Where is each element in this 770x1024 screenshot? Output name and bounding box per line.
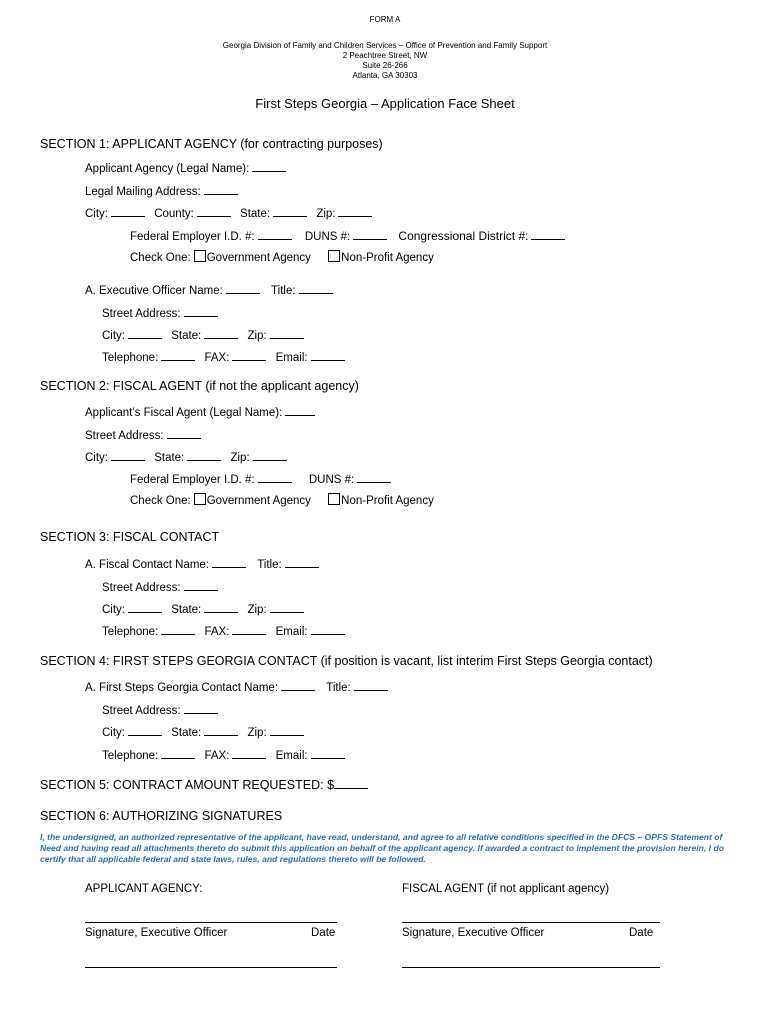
applicant-agency-label: APPLICANT AGENCY:: [85, 883, 203, 895]
agency-city: Atlanta, GA 30303: [352, 71, 418, 80]
fiscal-contact-title-label: Title:: [257, 559, 282, 571]
fiscal-agent-type-row: [130, 493, 434, 507]
exec-email-label: Email:: [275, 352, 308, 364]
city-field[interactable]: [111, 205, 145, 217]
fsg-contact-street-label: Street Address:: [102, 705, 181, 717]
city-county-row: [85, 205, 372, 220]
fein-field[interactable]: [258, 228, 292, 240]
fiscal-government-checkbox[interactable]: [194, 493, 206, 505]
nonprofit-label: Non-Profit Agency: [341, 252, 434, 264]
exec-email-field[interactable]: [311, 349, 345, 361]
fsg-contact-street-row: [102, 702, 218, 717]
fiscal-contact-city-label: City:: [102, 604, 125, 616]
fiscal-contact-email-field[interactable]: [311, 623, 345, 635]
mailing-address-label: Legal Mailing Address:: [85, 186, 201, 198]
fsg-contact-phone-row: [102, 747, 345, 762]
fsg-contact-street-field[interactable]: [184, 702, 218, 714]
state-label: State:: [240, 208, 271, 220]
applicant-signature-line[interactable]: [85, 922, 337, 923]
fiscal-contact-state-field[interactable]: [204, 601, 238, 613]
exec-state-label: State:: [171, 330, 202, 342]
fiscal-contact-phone-label: Telephone:: [102, 626, 159, 638]
county-field[interactable]: [197, 205, 231, 217]
fiscal-agent-city-field[interactable]: [111, 449, 145, 461]
exec-phone-field[interactable]: [161, 349, 195, 361]
exec-street-label: Street Address:: [102, 308, 181, 320]
fiscal-agent-duns-label: DUNS #:: [308, 474, 355, 486]
section4-heading: SECTION 4: FIRST STEPS GEORGIA CONTACT (if position is vacant, list interim First Steps Georgia contact): [40, 654, 653, 668]
duns-label: DUNS #:: [304, 231, 351, 243]
section5-row: [40, 777, 368, 792]
fiscal-agent-fein-label: Federal Employer I.D. #:: [130, 474, 255, 486]
fsg-contact-phone-field[interactable]: [161, 747, 195, 759]
fein-label: Federal Employer I.D. #:: [130, 231, 255, 243]
fsg-contact-fax-label: FAX:: [204, 750, 230, 762]
fiscal-signature-line[interactable]: [402, 922, 660, 923]
fiscal-contact-title-field[interactable]: [285, 556, 319, 568]
fiscal-check-one-label: Check One:: [130, 495, 191, 507]
nonprofit-checkbox[interactable]: [328, 250, 340, 262]
fsg-contact-fax-field[interactable]: [232, 747, 266, 759]
fsg-contact-title-field[interactable]: [354, 679, 388, 691]
fiscal-contact-street-field[interactable]: [184, 579, 218, 591]
fiscal-agent-name-row: [85, 404, 315, 419]
fein-row: [130, 228, 565, 243]
section2-heading: SECTION 2: FISCAL AGENT (if not the applicant agency): [40, 379, 359, 393]
mailing-address-row: [85, 183, 238, 198]
mailing-address-field[interactable]: [204, 183, 238, 195]
district-label: Congressional District #:: [398, 229, 529, 243]
contract-amount-field[interactable]: [334, 777, 368, 789]
fiscal-agent-zip-field[interactable]: [253, 449, 287, 461]
section1-heading: SECTION 1: APPLICANT AGENCY (for contracting purposes): [40, 137, 383, 151]
state-field[interactable]: [273, 205, 307, 217]
fsg-contact-name-label: A. First Steps Georgia Contact Name:: [85, 682, 279, 694]
fiscal-contact-state-label: State:: [171, 604, 202, 616]
fiscal-contact-email-label: Email:: [275, 626, 308, 638]
applicant-legal-name-label: Applicant Agency (Legal Name):: [85, 163, 250, 175]
fiscal-contact-zip-field[interactable]: [270, 601, 304, 613]
check-one-label: Check One:: [130, 252, 191, 264]
section5-heading: SECTION 5: CONTRACT AMOUNT REQUESTED: $: [40, 778, 335, 792]
fsg-contact-state-field[interactable]: [204, 724, 238, 736]
zip-label: Zip:: [316, 208, 336, 220]
fsg-contact-email-field[interactable]: [311, 747, 345, 759]
fiscal-second-line[interactable]: [402, 967, 660, 968]
applicant-date-caption: Date: [311, 927, 336, 939]
fiscal-contact-phone-row: [102, 623, 345, 638]
exec-officer-field[interactable]: [226, 282, 260, 294]
page-title: First Steps Georgia – Application Face Sheet: [255, 96, 515, 111]
fsg-contact-zip-label: Zip:: [247, 727, 267, 739]
fiscal-agent-zip-label: Zip:: [230, 452, 250, 464]
fiscal-agent-street-row: [85, 427, 201, 442]
exec-zip-label: Zip:: [247, 330, 267, 342]
exec-city-label: City:: [102, 330, 125, 342]
agency-name: Georgia Division of Family and Children Services – Office of Prevention and Family Support: [222, 41, 548, 50]
fsg-contact-zip-field[interactable]: [270, 724, 304, 736]
exec-street-row: [102, 305, 218, 320]
fsg-contact-state-label: State:: [171, 727, 202, 739]
fiscal-government-label: Government Agency: [206, 495, 311, 507]
fsg-contact-phone-label: Telephone:: [102, 750, 159, 762]
agency-street: 2 Peachtree Street, NW: [342, 51, 428, 60]
fiscal-contact-name-label: A. Fiscal Contact Name:: [85, 559, 209, 571]
applicant-signature-caption: Signature, Executive Officer: [85, 927, 228, 939]
fiscal-contact-zip-label: Zip:: [247, 604, 267, 616]
exec-city-field[interactable]: [128, 327, 162, 339]
government-checkbox[interactable]: [194, 250, 206, 262]
fiscal-agent-fein-row: [130, 471, 391, 486]
exec-fax-label: FAX:: [204, 352, 230, 364]
fsg-contact-title-label: Title:: [326, 682, 351, 694]
exec-zip-field[interactable]: [270, 327, 304, 339]
fiscal-contact-phone-field[interactable]: [161, 623, 195, 635]
fsg-contact-name-row: [85, 679, 388, 694]
section6-heading: SECTION 6: AUTHORIZING SIGNATURES: [40, 809, 283, 823]
fiscal-agent-state-field[interactable]: [187, 449, 221, 461]
fsg-contact-email-label: Email:: [275, 750, 308, 762]
fiscal-agent-duns-field[interactable]: [357, 471, 391, 483]
fsg-contact-city-row: [102, 724, 304, 739]
certification-text: I, the undersigned, an authorized representative of the applicant, have read, understand, and agree to all relative conditions specified in the DFCS – OPFS Statement of Need and having read all attachments thereto do submit this application on behalf of the applicant agency. If awarded a contract to implement the provision herein, I do certify that all applicable federal and state laws, rules, and regulations thereto will be followed.: [40, 832, 724, 864]
fiscal-contact-fax-field[interactable]: [232, 623, 266, 635]
fiscal-agent-street-label: Street Address:: [85, 430, 164, 442]
fiscal-agent-name-label: Applicant’s Fiscal Agent (Legal Name):: [85, 407, 283, 419]
applicant-legal-name-field[interactable]: [252, 160, 286, 172]
fiscal-contact-fax-label: FAX:: [204, 626, 230, 638]
form-id: FORM A: [369, 15, 401, 24]
fiscal-agent-street-field[interactable]: [167, 427, 201, 439]
applicant-legal-name-row: [85, 160, 286, 175]
fiscal-agent-state-label: State:: [154, 452, 185, 464]
fiscal-agent-name-field[interactable]: [285, 404, 315, 416]
fsg-contact-city-label: City:: [102, 727, 125, 739]
fiscal-contact-city-field[interactable]: [128, 601, 162, 613]
fiscal-contact-street-row: [102, 579, 218, 594]
exec-fax-field[interactable]: [232, 349, 266, 361]
fiscal-signature-caption: Signature, Executive Officer: [402, 927, 545, 939]
fiscal-contact-name-row: [85, 556, 319, 571]
fiscal-contact-street-label: Street Address:: [102, 582, 181, 594]
agency-type-row: [130, 250, 434, 264]
fiscal-contact-name-field[interactable]: [212, 556, 246, 568]
exec-city-row: [102, 327, 304, 342]
applicant-second-line[interactable]: [85, 967, 337, 968]
fiscal-nonprofit-checkbox[interactable]: [328, 493, 340, 505]
fiscal-date-caption: Date: [629, 927, 654, 939]
fiscal-nonprofit-label: Non-Profit Agency: [341, 495, 434, 507]
exec-officer-row: [85, 282, 333, 297]
county-label: County:: [154, 208, 194, 220]
fiscal-agent-label: FISCAL AGENT (if not applicant agency): [402, 883, 610, 895]
fiscal-agent-fein-field[interactable]: [258, 471, 292, 483]
fsg-contact-city-field[interactable]: [128, 724, 162, 736]
exec-officer-label: A. Executive Officer Name:: [85, 285, 223, 297]
zip-field[interactable]: [338, 205, 372, 217]
exec-title-field[interactable]: [299, 282, 333, 294]
exec-street-field[interactable]: [184, 305, 218, 317]
fiscal-agent-city-label: City:: [85, 452, 108, 464]
exec-state-field[interactable]: [204, 327, 238, 339]
fiscal-contact-city-row: [102, 601, 304, 616]
exec-phone-row: [102, 349, 345, 364]
duns-field[interactable]: [353, 228, 387, 240]
section3-heading: SECTION 3: FISCAL CONTACT: [40, 530, 220, 544]
fsg-contact-name-field[interactable]: [281, 679, 315, 691]
fiscal-agent-city-row: [85, 449, 287, 464]
city-label: City:: [85, 208, 108, 220]
exec-title-label: Title:: [271, 285, 296, 297]
government-label: Government Agency: [206, 252, 311, 264]
agency-suite: Suite 26-266: [362, 61, 408, 70]
exec-phone-label: Telephone:: [102, 352, 159, 364]
district-field[interactable]: [531, 228, 565, 240]
